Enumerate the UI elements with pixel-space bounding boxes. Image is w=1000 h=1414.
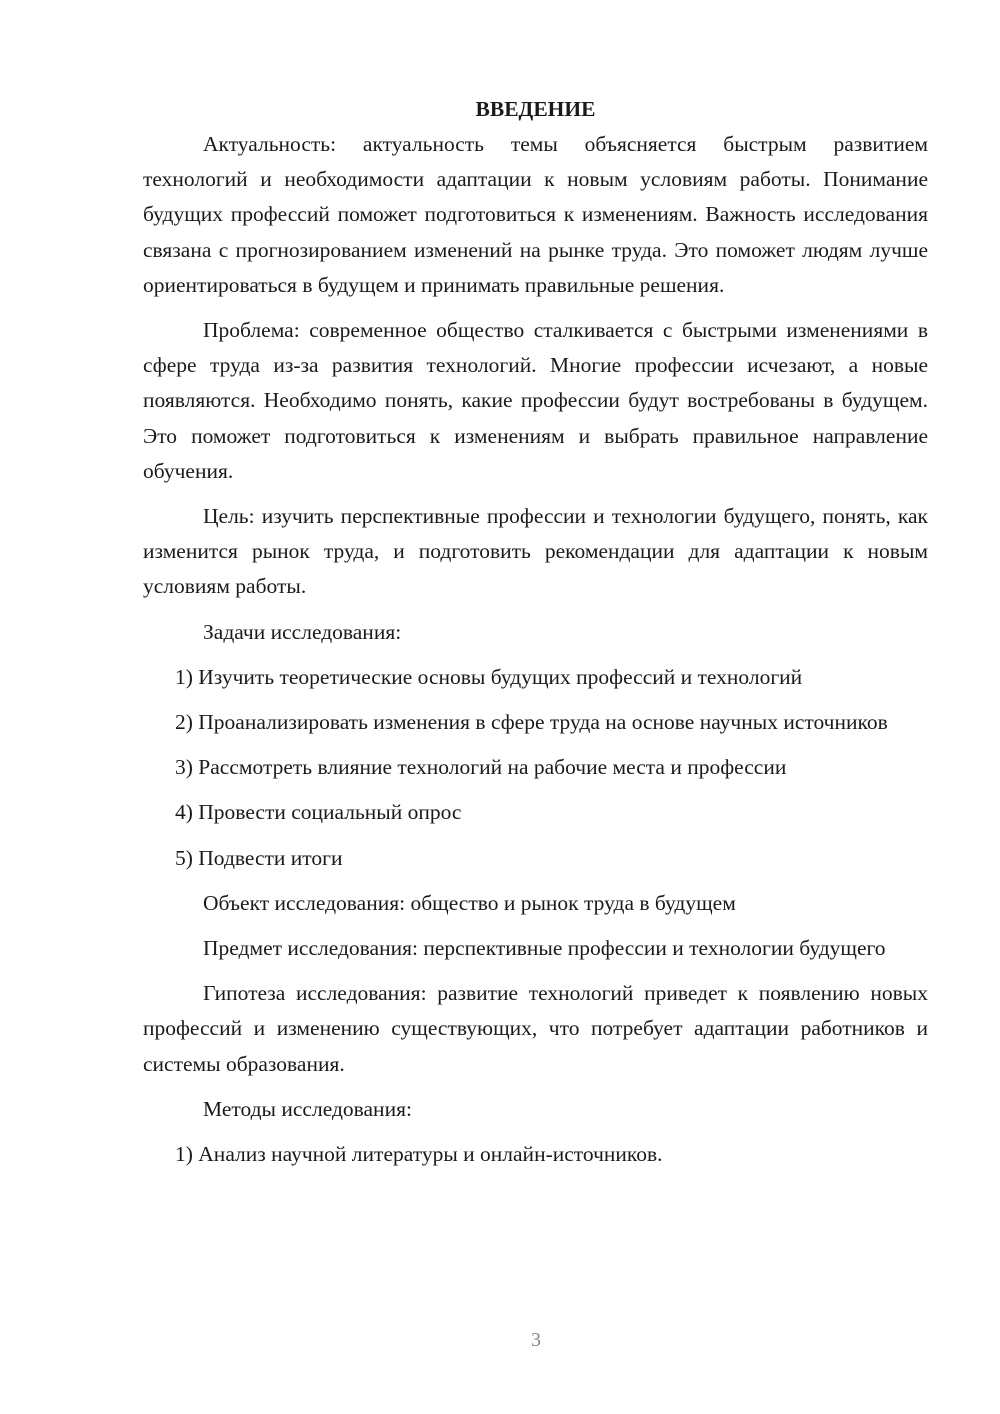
document-body	[143, 92, 928, 1172]
paragraph-relevance: Актуальность: актуальность темы объясняется быстрым развитием технологий и необходимости адаптации к новым условиям работы. Понимание будущих профессий поможет подготовиться к изменениям. Важность исследования связана с прогнозированием изменений на рынке труда. Это поможет людям лучше ориентироваться в будущем и принимать правильные решения.	[143, 132, 928, 297]
method-item-1: 1) Анализ научной литературы и онлайн-источников.	[175, 1142, 663, 1167]
paragraph-goal: Цель: изучить перспективные профессии и технологии будущего, понять, как изменится рынок труда, и подготовить рекомендации для адаптации к новым условиям работы.	[143, 504, 928, 599]
task-item-1: 1) Изучить теоретические основы будущих профессий и технологий	[175, 664, 803, 689]
page-number: 3	[531, 1329, 541, 1351]
paragraph-hypothesis: Гипотеза исследования: развитие технологий приведет к появлению новых профессий и изменению существующих, что потребует адаптации работников и системы образования.	[143, 981, 928, 1076]
paragraph-subject: Предмет исследования: перспективные профессии и технологии будущего	[203, 936, 886, 961]
paragraph-problem: Проблема: современное общество сталкивается с быстрыми изменениями в сфере труда из-за развития технологий. Многие профессии исчезают, а новые появляются. Необходимо понять, какие профессии будут востребованы в будущем. Это поможет подготовиться к изменениям и выбрать правильное направление обучения.	[143, 318, 928, 483]
tasks-heading: Задачи исследования:	[203, 619, 402, 644]
paragraph-object: Объект исследования: общество и рынок труда в будущем	[203, 890, 736, 915]
task-item-3: 3) Рассмотреть влияние технологий на рабочие места и профессии	[175, 755, 787, 780]
task-item-4: 4) Провести социальный опрос	[175, 800, 462, 825]
page-title: ВВЕДЕНИЕ	[475, 97, 596, 121]
task-item-2: 2) Проанализировать изменения в сфере труда на основе научных источников	[175, 710, 888, 735]
methods-heading: Методы исследования:	[203, 1096, 412, 1121]
task-item-5: 5) Подвести итоги	[175, 845, 343, 870]
